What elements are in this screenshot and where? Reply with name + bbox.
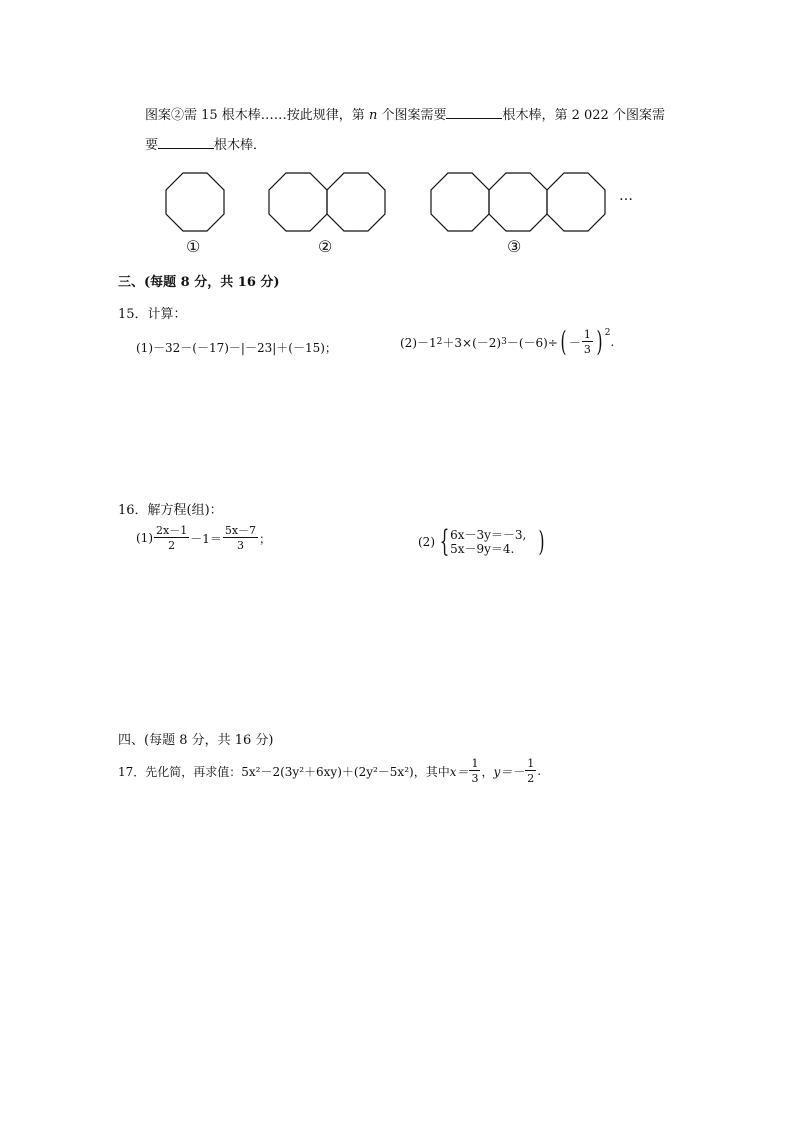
section-4-title: 四、(每题 8 分，共 16 分): [118, 733, 274, 748]
octagon-fig2-a: [269, 173, 327, 231]
intro-line-2: 要 根木棒．: [145, 138, 267, 153]
q16-stem: 16．解方程(组)：: [118, 503, 223, 518]
octagon-figures: [150, 165, 650, 265]
figure-label-3: ③: [507, 237, 522, 256]
intro-line-1: 图案②需 15 根木棒……按此规律，第 n 个图案需要 根木棒，第 2 022 个图案需: [145, 108, 665, 123]
figure-ellipsis: …: [619, 188, 633, 204]
figure-label-1: ①: [186, 237, 201, 256]
q17-line: 17．先化简，再求值：5x²－2(3y²＋6xy)＋(2y²－5x²)，其中 x＝ $\frac{1}{3}$ ， y＝－ $\frac{1}{2}$ .: [118, 757, 542, 785]
answer-blank-2: [158, 136, 214, 149]
q16-fraction-2: $\frac{5x-7}{3}$: [224, 524, 257, 552]
octagon-fig1: [166, 173, 224, 231]
section-3-title: 三、(每题 8 分，共 16 分): [118, 275, 280, 290]
figure-label-2: ②: [318, 237, 333, 256]
answer-blank-1: [446, 106, 502, 119]
q15-part2: (2)－1 2 ＋3×(－2) 3 －(－6)÷ ( － $\frac{1}{3}$ ) 2 .: [400, 325, 615, 358]
equation-system: 6x－3y＝－3, 5x－9y＝4.: [450, 527, 527, 556]
q16-fraction-1: $\frac{2x-1}{2}$: [156, 524, 188, 552]
q15-part1: (1)－32－(－17)－|－23|＋(－15)；: [136, 341, 337, 355]
octagon-fig3-a: [431, 173, 489, 231]
octagon-fig3-c: [547, 173, 605, 231]
q15-stem: 15．计算：: [118, 307, 187, 322]
q17-x-fraction: $\frac{1}{3}$: [471, 757, 479, 785]
q16-part2: (2) { 6x－3y＝－3, 5x－9y＝4. ): [418, 524, 545, 559]
octagon-fig2-b: [327, 173, 385, 231]
q15-fraction: $\frac{1}{3}$: [583, 328, 591, 356]
q17-y-fraction: $\frac{1}{2}$: [527, 757, 535, 785]
q16-part1: (1) $\frac{2x-1}{2}$ －1＝ $\frac{5x-7}{3}$ ；: [136, 524, 272, 552]
octagon-fig3-b: [489, 173, 547, 231]
